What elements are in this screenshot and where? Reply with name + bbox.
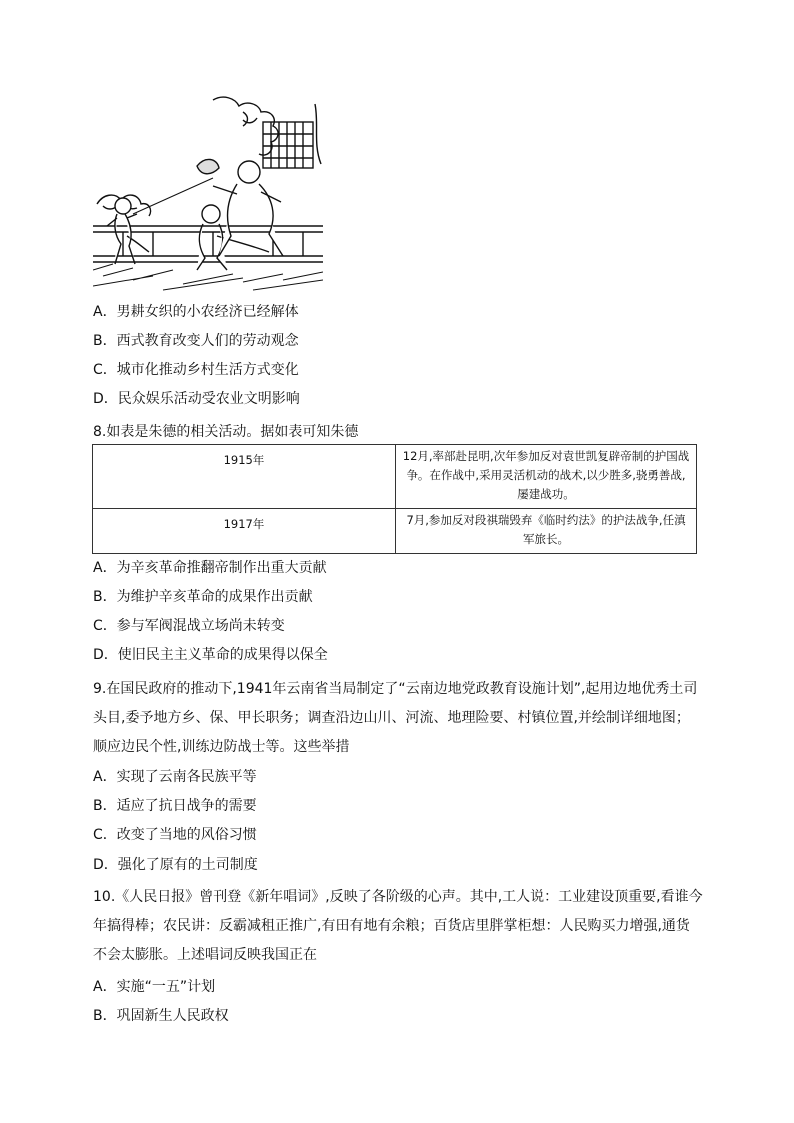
table-row: [93, 509, 697, 554]
q9-stem-line-2: 头目,委予地方乡、保、甲长职务；调查沿边山川、河流、地理险要、村镇位置,并绘制详细地图；: [93, 710, 690, 726]
q8-option-d: D．使旧民主主义革命的成果得以保全: [93, 647, 328, 663]
q9-option-d: D．强化了原有的土司制度: [93, 857, 258, 873]
q10-stem-line-2: 年搞得棒；农民讲：反霸减租正推广,有田有地有余粮；百货店里胖掌柜想：人民购买力增强,通货: [93, 918, 690, 934]
q9-stem-line-3: 顺应边民个性,训练边防战士等。这些举措: [93, 739, 350, 755]
q7-option-a: A．男耕女织的小农经济已经解体: [93, 304, 299, 320]
q9-option-b: B．适应了抗日战争的需要: [93, 798, 257, 814]
table-cell-year: 1915年: [93, 445, 396, 509]
q10-stem-line-3: 不会太膨胀。上述唱词反映我国正在: [93, 947, 317, 963]
q9-stem-line-1: 9.在国民政府的推动下,1941年云南省当局制定了“云南边地党政教育设施计划”,起用边地优秀土司: [93, 681, 698, 697]
q7-option-b: B．西式教育改变人们的劳动观念: [93, 333, 299, 349]
q7-option-c: C．城市化推动乡村生活方式变化: [93, 362, 299, 378]
q8-stem: 8.如表是朱德的相关活动。据如表可知朱德: [93, 424, 359, 440]
q9-option-a: A．实现了云南各民族平等: [93, 769, 257, 785]
q8-option-c: C．参与军阀混战立场尚未转变: [93, 618, 285, 634]
table-cell-event: 12月,率部赴昆明,次年参加反对袁世凯复辟帝制的护国战争。在作战中,采用灵活机动的战术,以少胜多,骁勇善战,屡建战功。: [396, 445, 697, 509]
children-playing-illustration: [93, 94, 323, 292]
table-cell-event: 7月,参加反对段祺瑞毁弃《临时约法》的护法战争,任滇军旅长。: [396, 509, 697, 554]
q10-stem-line-1: 10.《人民日报》曾刊登《新年唱词》,反映了各阶级的心声。其中,工人说：工业建设顶重要,看谁今: [93, 889, 703, 905]
table-cell-year: 1917年: [93, 509, 396, 554]
q8-option-b: B．为维护辛亥革命的成果作出贡献: [93, 589, 313, 605]
q8-activities-table: [92, 444, 697, 554]
q7-option-d: D．民众娱乐活动受农业文明影响: [93, 391, 300, 407]
q10-option-b: B．巩固新生人民政权: [93, 1008, 229, 1024]
q9-option-c: C．改变了当地的风俗习惯: [93, 827, 257, 843]
q8-option-a: A．为辛亥革命推翻帝制作出重大贡献: [93, 560, 327, 576]
table-row: [93, 445, 697, 509]
q10-option-a: A．实施“一五”计划: [93, 979, 216, 995]
